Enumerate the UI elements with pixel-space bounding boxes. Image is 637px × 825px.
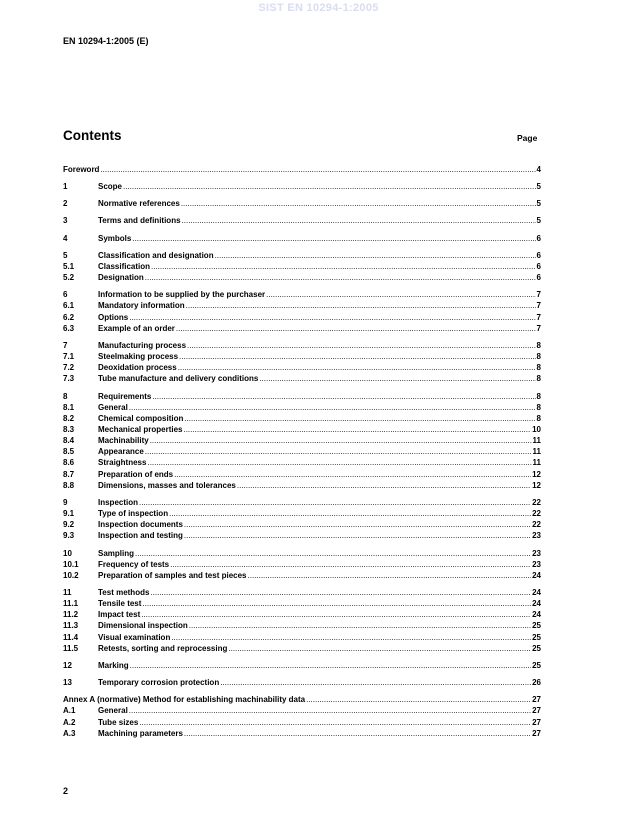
dot-leader: [182, 215, 536, 226]
toc-entry-number: 11.5: [63, 643, 79, 653]
toc-entry-page: 25: [532, 621, 541, 631]
toc-entry-title: Tube sizes: [98, 717, 139, 727]
dot-leader: [142, 598, 531, 609]
toc-entry-title: Steelmaking process: [98, 352, 179, 362]
dot-leader: [150, 587, 531, 598]
toc-entry-page: 22: [532, 497, 541, 507]
toc-entry-page: 22: [532, 520, 541, 530]
toc-entry-page: 26: [532, 678, 541, 688]
toc-group: [63, 694, 541, 739]
toc-entry[interactable]: [63, 497, 541, 508]
dot-leader: [145, 272, 536, 283]
dot-leader: [139, 497, 531, 508]
toc-entry[interactable]: [63, 609, 541, 620]
toc-entry-number: 10.2: [63, 570, 79, 580]
dot-leader: [266, 289, 535, 300]
toc-entry-title: Deoxidation process: [98, 363, 177, 373]
toc-entry-title: Dimensions, masses and tolerances: [98, 480, 236, 490]
toc-entry[interactable]: [63, 402, 541, 413]
toc-entry-number: 11.4: [63, 632, 79, 642]
toc-entry-page: 11: [532, 436, 541, 446]
toc-entry-title: Visual examination: [98, 632, 171, 642]
toc-entry[interactable]: [63, 340, 541, 351]
toc-entry-title: Inspection documents: [98, 520, 183, 530]
toc-entry-title: Requirements: [98, 391, 152, 401]
toc-entry-page: 5: [536, 216, 541, 226]
toc-entry[interactable]: [63, 530, 541, 541]
toc-entry-number: 6.3: [63, 323, 75, 333]
toc-entry-page: 8: [536, 363, 541, 373]
dot-leader: [189, 620, 531, 631]
toc-entry-number: 7.1: [63, 352, 75, 362]
toc-entry-title: Symbols: [98, 233, 132, 243]
toc-entry[interactable]: [63, 457, 541, 468]
toc-entry-title: Preparation of samples and test pieces: [98, 570, 247, 580]
toc-group: [63, 497, 541, 542]
toc-entry[interactable]: [63, 587, 541, 598]
page-number: 2: [63, 786, 69, 796]
toc-entry-page: 7: [536, 290, 541, 300]
toc-entry-number: 11.1: [63, 599, 79, 609]
toc-entry-number: 8.8: [63, 480, 75, 490]
toc-entry-title: Impact test: [98, 610, 141, 620]
toc-entry-title: Annex A (normative) Method for establishing machinability data: [63, 695, 306, 705]
toc-entry-title: Scope: [98, 182, 123, 192]
toc-entry-number: 8.5: [63, 447, 75, 457]
toc-entry-page: 25: [532, 632, 541, 642]
toc-entry-page: 27: [532, 728, 541, 738]
toc-entry[interactable]: [63, 677, 541, 688]
toc-entry-title: Appearance: [98, 447, 144, 457]
toc-entry-page: 8: [536, 374, 541, 384]
toc-entry[interactable]: [63, 728, 541, 739]
toc-entry-page: 7: [536, 323, 541, 333]
toc-entry[interactable]: [63, 250, 541, 261]
contents-title: Contents: [63, 128, 122, 143]
toc-entry-title: Terms and definitions: [98, 216, 181, 226]
toc-entry-page: 8: [536, 352, 541, 362]
toc-entry-page: 7: [536, 312, 541, 322]
toc-entry-number: 10: [63, 548, 72, 558]
toc-entry-number: 3: [63, 216, 68, 226]
toc-entry-title: Dimensional inspection: [98, 621, 188, 631]
toc-group: [63, 677, 541, 688]
dot-leader: [145, 446, 532, 457]
toc-entry-title: Type of inspection: [98, 509, 169, 519]
dot-leader: [100, 164, 535, 175]
toc-entry[interactable]: [63, 272, 541, 283]
dot-leader: [152, 391, 535, 402]
dot-leader: [306, 694, 531, 705]
dot-leader: [176, 323, 536, 334]
dot-leader: [151, 261, 536, 272]
toc-entry-page: 11: [532, 458, 541, 468]
watermark: SIST EN 10294-1:2005: [258, 2, 379, 14]
toc-entry-page: 25: [532, 643, 541, 653]
toc-entry-title: Mechanical properties: [98, 424, 183, 434]
toc-entry-page: 6: [536, 250, 541, 260]
toc-entry-number: 9.1: [63, 509, 75, 519]
toc-entry-page: 6: [536, 233, 541, 243]
toc-entry[interactable]: [63, 469, 541, 480]
toc-entry-number: A.2: [63, 717, 76, 727]
toc-entry-title: Marking: [98, 660, 129, 670]
toc-entry-title: General: [98, 402, 128, 412]
toc-entry[interactable]: [63, 559, 541, 570]
dot-leader: [150, 435, 532, 446]
dot-leader: [179, 351, 536, 362]
toc-entry-title: Retests, sorting and reprocessing: [98, 643, 228, 653]
toc-entry-page: 5: [536, 182, 541, 192]
dot-leader: [129, 312, 535, 323]
toc-entry-title: Tube manufacture and delivery conditions: [98, 374, 259, 384]
toc-entry-number: 2: [63, 199, 68, 209]
dot-leader: [171, 632, 531, 643]
dot-leader: [183, 424, 531, 435]
toc-entry[interactable]: [63, 312, 541, 323]
toc-entry-number: 8.1: [63, 402, 75, 412]
toc-entry[interactable]: [63, 632, 541, 643]
dot-leader: [178, 362, 536, 373]
toc-entry-page: 23: [532, 548, 541, 558]
toc-entry-page: 24: [532, 610, 541, 620]
toc-group: [63, 181, 541, 192]
toc-entry-page: 10: [532, 424, 541, 434]
toc-entry-page: 22: [532, 509, 541, 519]
toc-entry[interactable]: [63, 233, 541, 244]
toc-entry-page: 24: [532, 599, 541, 609]
toc-entry-page: 8: [536, 402, 541, 412]
dot-leader: [184, 728, 531, 739]
dot-leader: [215, 250, 536, 261]
toc-entry-title: Machining parameters: [98, 728, 183, 738]
dot-leader: [139, 717, 531, 728]
dot-leader: [181, 198, 536, 209]
toc-entry-number: 9: [63, 497, 68, 507]
toc-entry-page: 23: [532, 531, 541, 541]
document-id: EN 10294-1:2005 (E): [63, 36, 149, 46]
toc-entry-page: 8: [536, 413, 541, 423]
toc-entry-number: 5.2: [63, 273, 75, 283]
dot-leader: [248, 570, 532, 581]
toc-entry[interactable]: [63, 446, 541, 457]
toc-entry-page: 25: [532, 660, 541, 670]
toc-entry-page: 4: [536, 165, 541, 174]
toc-entry-title: Inspection and testing: [98, 531, 183, 541]
dot-leader: [174, 469, 531, 480]
page-column-heading: Page: [517, 133, 538, 143]
dot-leader: [237, 480, 531, 491]
toc-entry-number: 9.2: [63, 520, 75, 530]
dot-leader: [170, 559, 531, 570]
toc-entry-number: 8: [63, 391, 68, 401]
dot-leader: [184, 519, 531, 530]
toc-entry[interactable]: [63, 548, 541, 559]
toc-entry-page: 27: [532, 695, 541, 705]
dot-leader: [169, 508, 531, 519]
toc-entry-number: 7.3: [63, 374, 75, 384]
toc-entry-number: 11.2: [63, 610, 79, 620]
toc-entry-title: General: [98, 706, 128, 716]
dot-leader: [130, 660, 531, 671]
toc-entry-number: 4: [63, 233, 68, 243]
toc-entry[interactable]: [63, 413, 541, 424]
toc-entry-number: 6.1: [63, 301, 75, 311]
toc-entry[interactable]: [63, 620, 541, 631]
toc-entry[interactable]: [63, 351, 541, 362]
dot-leader: [135, 548, 531, 559]
toc-entry[interactable]: [63, 705, 541, 716]
toc-entry[interactable]: [63, 181, 541, 192]
toc-entry-number: 8.7: [63, 469, 75, 479]
toc-group: [63, 164, 541, 175]
toc-entry-title: Manufacturing process: [98, 340, 187, 350]
toc-entry-page: 7: [536, 301, 541, 311]
toc-entry-number: 12: [63, 660, 72, 670]
toc-entry-number: 11: [63, 588, 72, 597]
toc-entry[interactable]: [63, 289, 541, 300]
toc-entry-title: Designation: [98, 273, 144, 283]
toc-entry-title: Chemical composition: [98, 413, 184, 423]
dot-leader: [187, 340, 536, 351]
toc-entry-number: 5: [63, 250, 68, 260]
toc-entry[interactable]: [63, 300, 541, 311]
toc-entry-page: 6: [536, 261, 541, 271]
toc-entry-title: Classification: [98, 261, 151, 271]
toc-entry-number: 13: [63, 678, 72, 688]
toc-entry-title: Classification and designation: [98, 250, 214, 260]
toc-entry[interactable]: [63, 362, 541, 373]
dot-leader: [186, 300, 536, 311]
toc-entry-number: 6: [63, 290, 68, 300]
toc-entry-title: Machinability: [98, 436, 149, 446]
dot-leader: [132, 233, 535, 244]
toc-entry[interactable]: [63, 164, 541, 175]
toc-entry-number: 6.2: [63, 312, 75, 322]
toc-entry[interactable]: [63, 717, 541, 728]
dot-leader: [259, 373, 535, 384]
toc-entry[interactable]: [63, 424, 541, 435]
toc-entry-page: 12: [532, 480, 541, 490]
toc-entry-title: Test methods: [98, 588, 150, 597]
dot-leader: [228, 643, 531, 654]
toc-group: [63, 215, 541, 226]
toc-entry[interactable]: [63, 519, 541, 530]
toc-entry[interactable]: [63, 508, 541, 519]
toc-entry-number: 7.2: [63, 363, 75, 373]
toc-entry[interactable]: [63, 598, 541, 609]
toc-group: [63, 289, 541, 334]
toc-entry-number: 8.6: [63, 458, 75, 468]
dot-leader: [123, 181, 536, 192]
toc-entry[interactable]: [63, 261, 541, 272]
table-of-contents: [63, 164, 541, 745]
toc-entry-title: Straightness: [98, 458, 147, 468]
toc-entry-page: 8: [536, 340, 541, 350]
toc-entry-number: A.1: [63, 706, 76, 716]
toc-entry-title: Information to be supplied by the purchaser: [98, 290, 266, 300]
toc-entry-title: Frequency of tests: [98, 559, 170, 569]
toc-entry-title: Normative references: [98, 199, 180, 209]
toc-entry-title: Mandatory information: [98, 301, 185, 311]
toc-entry-title: Example of an order: [98, 323, 175, 333]
toc-group: [63, 198, 541, 209]
toc-group: [63, 391, 541, 491]
toc-entry-number: A.3: [63, 728, 76, 738]
dot-leader: [184, 530, 531, 541]
dot-leader: [184, 413, 535, 424]
toc-entry-page: 27: [532, 717, 541, 727]
toc-entry-title: Sampling: [98, 548, 135, 558]
toc-entry-number: 1: [63, 182, 68, 192]
toc-entry-title: Foreword: [63, 165, 100, 174]
toc-entry[interactable]: [63, 198, 541, 209]
toc-entry-number: 5.1: [63, 261, 75, 271]
toc-entry-number: 7: [63, 340, 68, 350]
toc-entry[interactable]: [63, 435, 541, 446]
dot-leader: [129, 402, 536, 413]
toc-entry[interactable]: [63, 694, 541, 705]
dot-leader: [147, 457, 531, 468]
toc-entry[interactable]: [63, 570, 541, 581]
toc-group: [63, 587, 541, 654]
toc-entry-title: Options: [98, 312, 129, 322]
toc-entry-number: 9.3: [63, 531, 75, 541]
toc-group: [63, 340, 541, 385]
dot-leader: [220, 677, 531, 688]
toc-entry-title: Tensile test: [98, 599, 142, 609]
toc-entry[interactable]: [63, 373, 541, 384]
toc-group: [63, 250, 541, 283]
toc-entry-page: 11: [532, 447, 541, 457]
dot-leader: [129, 705, 531, 716]
toc-entry[interactable]: [63, 215, 541, 226]
toc-entry-title: Temporary corrosion protection: [98, 678, 220, 688]
toc-entry-page: 6: [536, 273, 541, 283]
toc-entry-page: 12: [532, 469, 541, 479]
toc-entry[interactable]: [63, 323, 541, 334]
toc-entry-number: 8.3: [63, 424, 75, 434]
toc-entry-page: 24: [532, 570, 541, 580]
toc-entry-page: 8: [536, 391, 541, 401]
toc-group: [63, 548, 541, 581]
toc-entry-number: 10.1: [63, 559, 79, 569]
toc-entry[interactable]: [63, 660, 541, 671]
toc-entry-number: 11.3: [63, 621, 79, 631]
toc-entry-title: Inspection: [98, 497, 139, 507]
toc-entry[interactable]: [63, 643, 541, 654]
toc-entry-title: Preparation of ends: [98, 469, 174, 479]
toc-entry-page: 27: [532, 706, 541, 716]
toc-group: [63, 660, 541, 671]
dot-leader: [141, 609, 531, 620]
toc-entry-page: 5: [536, 199, 541, 209]
toc-entry-page: 23: [532, 559, 541, 569]
toc-entry[interactable]: [63, 391, 541, 402]
toc-entry-page: 24: [532, 588, 541, 597]
toc-group: [63, 233, 541, 244]
toc-entry[interactable]: [63, 480, 541, 491]
toc-entry-number: 8.2: [63, 413, 75, 423]
toc-entry-number: 8.4: [63, 436, 75, 446]
